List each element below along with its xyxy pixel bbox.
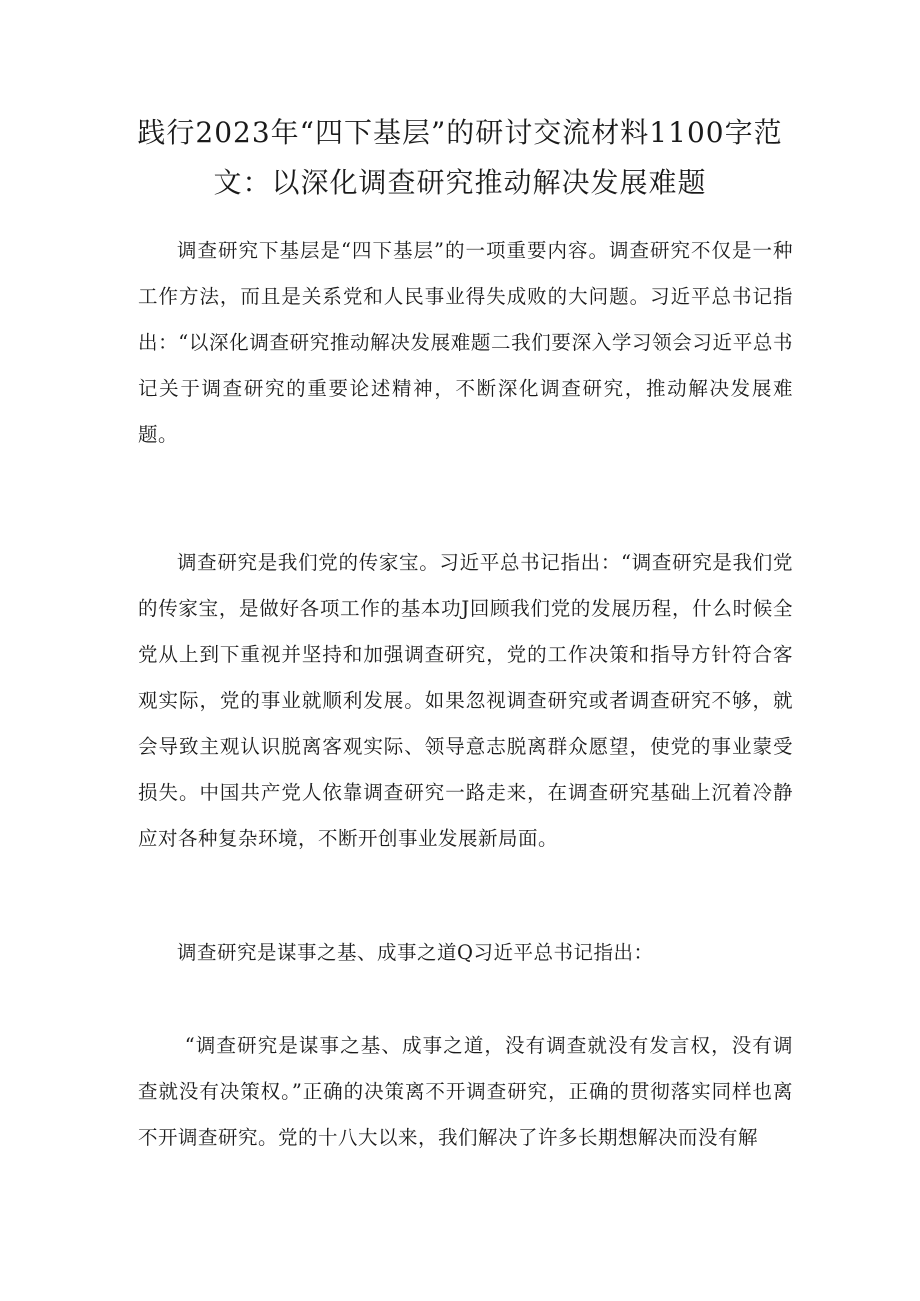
paragraph-3: 调查研究是谋事之基、成事之道Q习近平总书记指出：: [177, 941, 654, 964]
paragraph-4: “调查研究是谋事之基、成事之道，没有调查就没有发言权，没有调查就没有决策权。”正确的决策离不开调查研究，正确的贯彻落实同样也离不开调查研究。党的十八大以来，我们解决了许多长期想解决而没有解: [138, 1034, 793, 1149]
paragraph-1: 调查研究下基层是“四下基层”的一项重要内容。调查研究不仅是一种工作方法，而且是关系党和人民事业得失成败的大问题。习近平总书记指出：“以深化调查研究推动解决发展难题二我们要深入学习领会习近平总书记关于调查研究的重要论述精神，不断深化调查研究，推动解决发展难题。: [138, 239, 793, 446]
paragraph-2: 调查研究是我们党的传家宝。习近平总书记指出：“调查研究是我们党的传家宝，是做好各项工作的基本功J回顾我们党的发展历程，什么时候全党从上到下重视并坚持和加强调查研究，党的工作决策和指导方针符合客观实际，党的事业就顺利发展。如果忽视调查研究或者调查研究不够，就会导致主观认识脱离客观实际、领导意志脱离群众愿望，使党的事业蒙受损失。中国共产党人依靠调查研究一路走来，在调查研究基础上沉着冷静应对各种复杂环境，不断开创事业发展新局面。: [138, 551, 793, 850]
document-title: 践行2023年“四下基层”的研讨交流材料1100字范文：以深化调查研究推动解决发展难题: [137, 116, 783, 199]
